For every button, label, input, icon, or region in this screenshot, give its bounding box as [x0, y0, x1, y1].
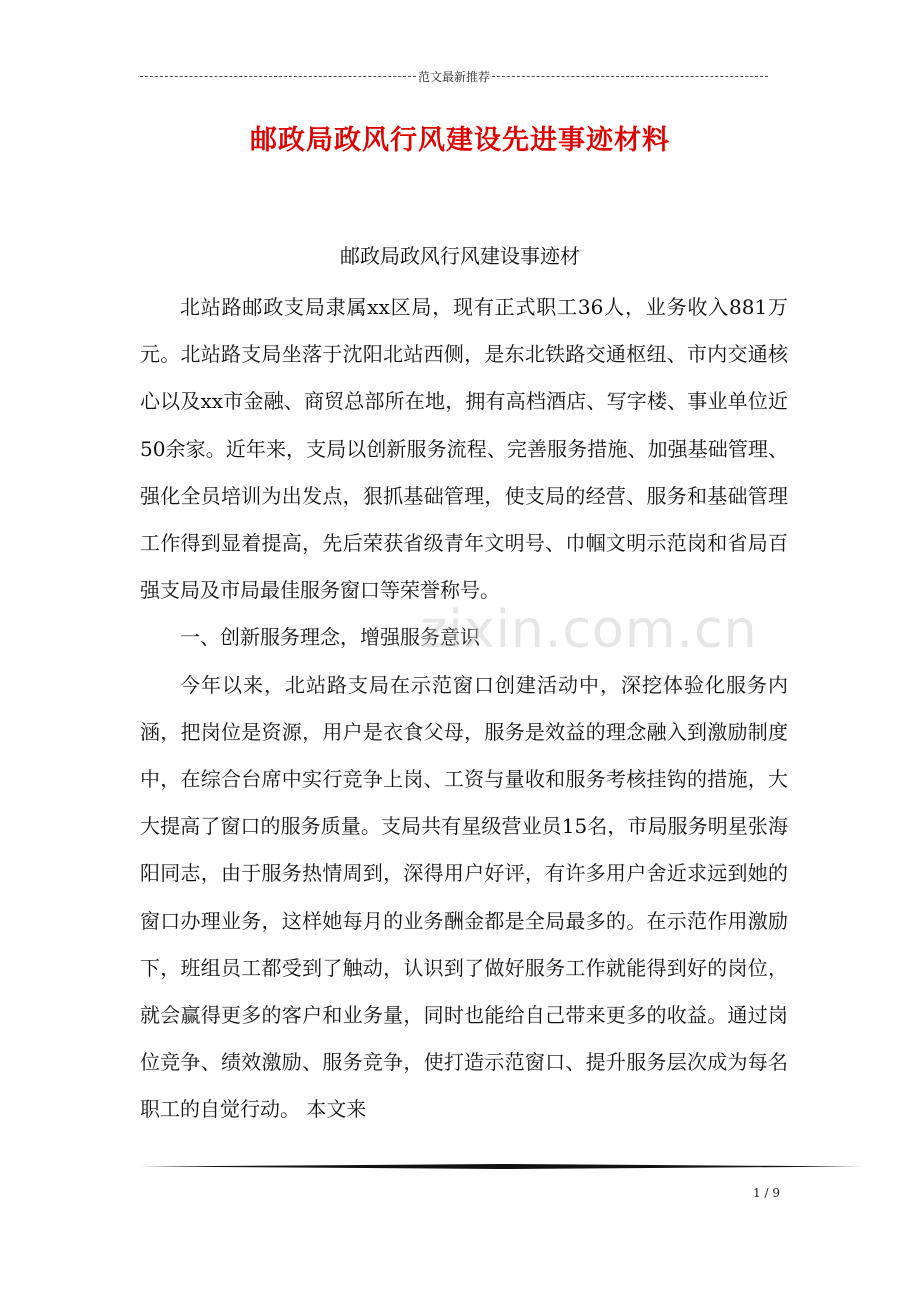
section-heading: 一、创新服务理念，增强服务意识 [180, 625, 480, 650]
document-subtitle: 邮政局政风行风建设事迹材 [340, 244, 580, 268]
header-dash-right [492, 76, 768, 77]
page-number: 1 / 9 [753, 1186, 780, 1200]
document-title: 邮政局政风行风建设先进事迹材料 [250, 125, 670, 156]
document-body [140, 284, 788, 1134]
header-dash-left [140, 76, 416, 77]
header-label: 范文最新推荐 [418, 69, 491, 84]
footer-rule [140, 1164, 862, 1169]
page-header [140, 66, 768, 86]
paragraph-section-1: 今年以来，北站路支局在示范窗口创建活动中，深挖体验化服务内涵，把岗位是资源，用户是衣食父母，服务是效益的理念融入到激励制度中，在综合台席中实行竞争上岗、工资与量收和服务考核挂钩的措施，大大提高了窗口的服务质量。支局共有星级营业员15名，市局服务明星张海阳同志，由于服务热情周到，深得用户好评，有许多用户舍近求远到她的窗口办理业务，这样她每月的业务酬金都是全局最多的。在示范作用激励下，班组员工都受到了触动，认识到了做好服务工作就能得到好的岗位，就会赢得更多的客户和业务量，同时也能给自己带来更多的收益。通过岗位竞争、绩效激励、服务竞争，使打造示范窗口、提升服务层次成为每名职工的自觉行动。 本文来 [140, 672, 788, 1122]
paragraph-intro: 北站路邮政支局隶属xx区局，现有正式职工36人，业务收入881万元。北站路支局坐落于沈阳北站西侧，是东北铁路交通枢纽、市内交通核心以及xx市金融、商贸总部所在地，拥有高档酒店、写字楼、事业单位近50余家。近年来，支局以创新服务流程、完善服务措施、加强基础管理、强化全员培训为出发点，狠抓基础管理，使支局的经营、服务和基础管理工作得到显着提高，先后荣获省级青年文明号、巾帼文明示范岗和省局百强支局及市局最佳服务窗口等荣誉称号。 [140, 295, 788, 603]
watermark: zixin.com.cn [420, 600, 758, 660]
